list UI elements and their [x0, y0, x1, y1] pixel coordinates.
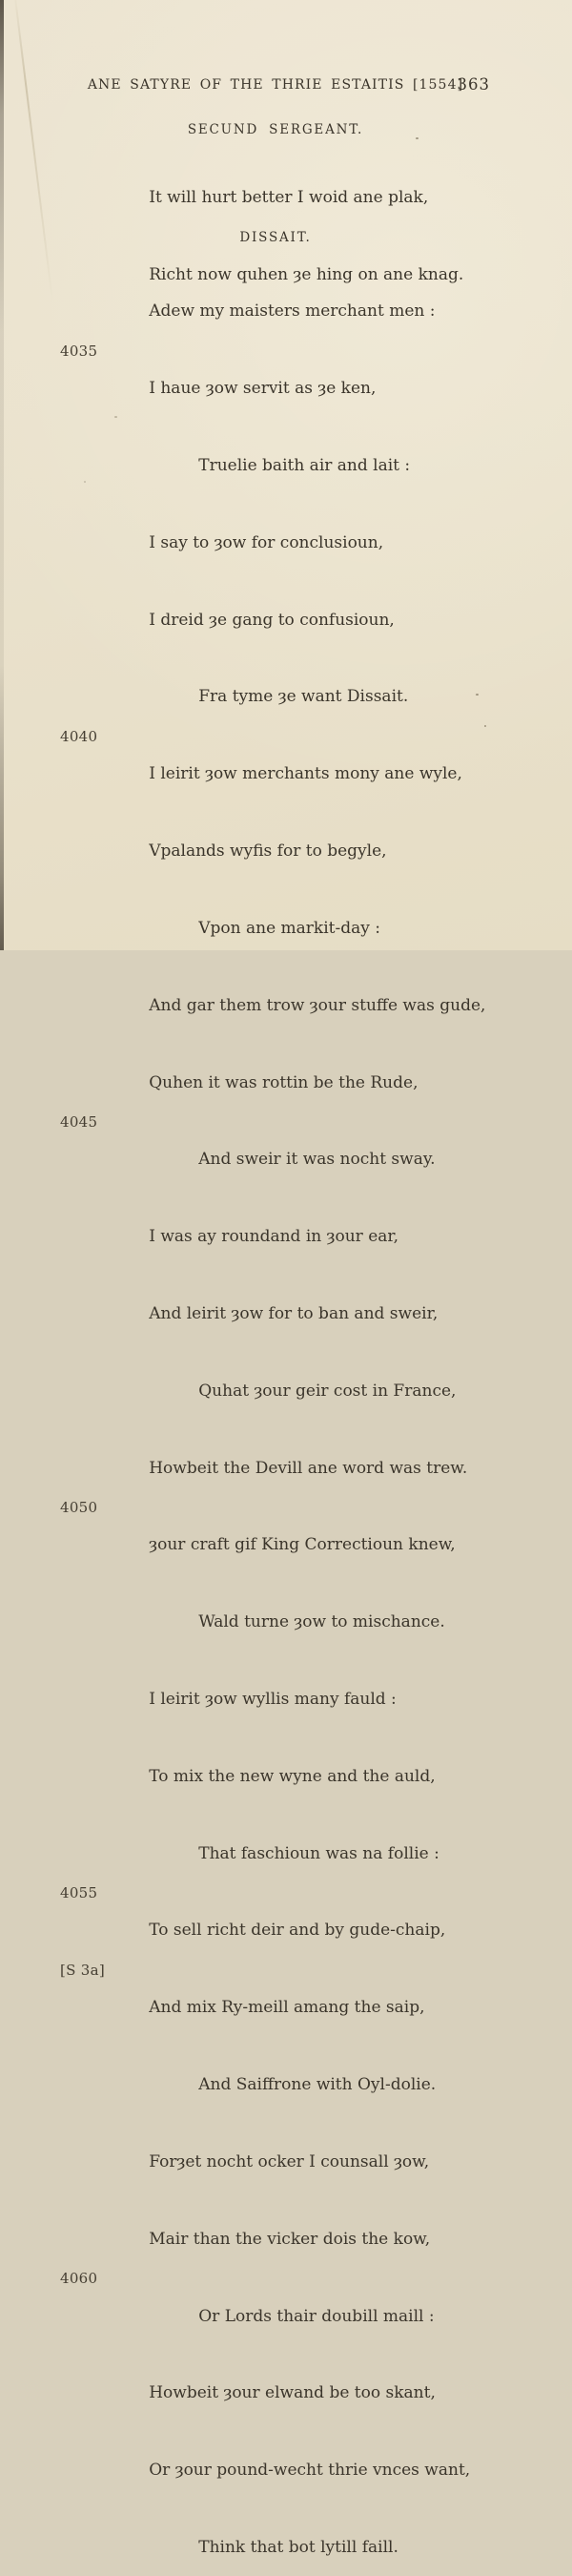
line-text: Vpalands wyfis for to begyle,	[149, 841, 387, 862]
line-text: Truelie baith air and lait :	[198, 456, 411, 476]
poem-line	[60, 1882, 485, 1960]
poem-line	[108, 957, 485, 1034]
poem-line	[108, 1652, 485, 1729]
poem-line	[108, 2422, 485, 2500]
line-text: I was ay roundand in ȝour ear,	[149, 1227, 399, 1247]
poem-line	[108, 1574, 485, 1652]
poem-line	[108, 881, 485, 958]
line-text: Vpon ane markit-day :	[198, 918, 380, 938]
poem-line	[108, 263, 485, 341]
line-text: Forȝet nocht ocker I counsall ȝow,	[149, 2151, 430, 2171]
poem-line	[60, 1497, 485, 1574]
poem-line	[108, 2345, 485, 2422]
paper-crease	[13, 0, 53, 303]
line-text: Quhen it was rottin be the Rude,	[149, 1072, 419, 1092]
poem-line	[108, 2191, 485, 2268]
page-scan-edge	[0, 0, 4, 950]
paper-speck	[84, 481, 86, 483]
verse-line	[108, 150, 463, 227]
poem-line	[60, 1960, 485, 2037]
line-text: I leirit ȝow merchants mony ane wyle,	[149, 764, 462, 784]
line-text: Howbeit ȝour elwand be too skant,	[149, 2383, 436, 2403]
page-number: 363	[457, 75, 490, 93]
line-text: To mix the new wyne and the auld,	[149, 1766, 436, 1786]
line-number: [S 3a]	[60, 1961, 106, 1979]
poem-line	[108, 803, 485, 881]
line-number: 4055	[60, 1884, 98, 1902]
line-number: 4045	[60, 1112, 98, 1131]
line-text: I say to ȝow for conclusioun,	[149, 532, 384, 552]
verse-dissait	[60, 263, 486, 2576]
line-text: And sweir it was nocht sway.	[198, 1150, 436, 1170]
line-text: Quhat ȝour geir cost in France,	[198, 1381, 457, 1401]
poem-line	[108, 1034, 485, 1111]
line-text: And leirit ȝow for to ban and sweir,	[149, 1303, 439, 1323]
poem-line	[108, 418, 485, 495]
line-text: And gar them trow ȝour stuffe was gude,	[149, 995, 486, 1015]
line-text: I leirit ȝow wyllis many fauld :	[149, 1690, 397, 1710]
poem-line	[108, 1420, 485, 1497]
poem-line	[108, 2037, 485, 2114]
line-text: That faschioun was na follie :	[198, 1843, 439, 1863]
paper-speck	[416, 137, 419, 139]
line-number: 4040	[60, 727, 98, 745]
poem-line	[108, 1805, 485, 1882]
poem-line	[60, 726, 485, 803]
line-number: 4035	[60, 342, 98, 360]
line-text: Adew my maisters merchant men :	[149, 301, 436, 322]
running-head	[61, 76, 490, 95]
poem-line	[108, 1189, 485, 1266]
line-text: Richt now quhen ȝe hing on ane knag.	[149, 265, 464, 285]
line-number: 4060	[60, 2270, 98, 2288]
poem-line	[60, 341, 485, 418]
line-text: Fra tyme ȝe want Dissait.	[198, 687, 409, 707]
line-text: It will hurt better I woid ane plak,	[149, 188, 429, 208]
line-text: I dreid ȝe gang to confusioun,	[149, 610, 395, 630]
line-text: And Saiffrone with Oyl-dolie.	[198, 2075, 437, 2095]
line-text: Think that bot lytill faill.	[198, 2537, 398, 2557]
running-head-title: ANE SATYRE OF THE THRIE ESTAITIS [1554]	[87, 77, 464, 93]
poem-line	[60, 1111, 485, 1189]
line-text: Or ȝour pound-wecht thrie vnces want,	[149, 2461, 471, 2481]
speaker-heading-secund-sergeant: SECUND SERGEANT.	[187, 122, 364, 137]
line-text: I haue ȝow servit as ȝe ken,	[149, 379, 377, 399]
line-text: And mix Ry-meill amang the saip,	[149, 1998, 425, 2018]
poem-line	[108, 649, 485, 726]
line-text: To sell richt deir and by gude-chaip,	[149, 1921, 446, 1941]
poem-line	[108, 2114, 485, 2192]
line-number: 4050	[60, 1499, 98, 1516]
line-text: Mair than the vicker dois the kow,	[149, 2229, 431, 2249]
poem-line	[108, 494, 485, 571]
line-text: Howbeit the Devill ane word was trew.	[149, 1458, 468, 1478]
speaker-heading-dissait: DISSAIT.	[239, 230, 312, 245]
poem-line	[108, 1266, 485, 1343]
poem-line	[108, 1342, 485, 1420]
line-text: Wald turne ȝow to mischance.	[198, 1612, 445, 1632]
line-text: Or Lords thair doubill maill :	[198, 2306, 435, 2326]
poem-line	[60, 2268, 485, 2345]
line-text: ȝour craft gif King Correctioun knew,	[149, 1535, 456, 1555]
poem-line	[108, 1728, 485, 1805]
poem-line	[108, 2500, 485, 2576]
poem-line	[108, 571, 485, 649]
